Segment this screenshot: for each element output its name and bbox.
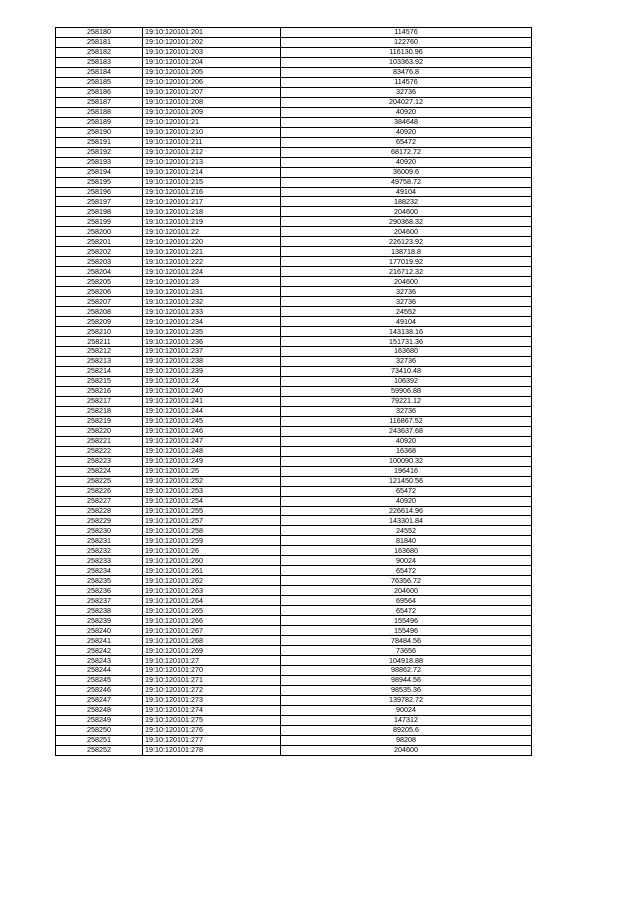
cadastral-number-cell: 19:10:120101:262	[143, 576, 281, 586]
table-row	[56, 556, 532, 566]
row-number-cell: 258189	[56, 117, 143, 127]
table-row	[56, 705, 532, 715]
cadastral-number-cell: 19:10:120101:217	[143, 197, 281, 207]
value-cell: 40920	[281, 496, 532, 506]
cadastral-number-cell: 19:10:120101:273	[143, 695, 281, 705]
cadastral-number-cell: 19:10:120101:238	[143, 356, 281, 366]
value-cell: 188232	[281, 197, 532, 207]
row-number-cell: 258192	[56, 147, 143, 157]
value-cell: 151731.36	[281, 337, 532, 347]
value-cell: 73656	[281, 646, 532, 656]
cadastral-number-cell: 19:10:120101:255	[143, 506, 281, 516]
table-row	[56, 87, 532, 97]
table-row	[56, 566, 532, 576]
value-cell: 114576	[281, 28, 532, 38]
value-cell: 147312	[281, 715, 532, 725]
table-row	[56, 406, 532, 416]
cadastral-number-cell: 19:10:120101:245	[143, 416, 281, 426]
value-cell: 204600	[281, 207, 532, 217]
value-cell: 90024	[281, 556, 532, 566]
row-number-cell: 258207	[56, 297, 143, 307]
cadastral-number-cell: 19:10:120101:263	[143, 586, 281, 596]
value-cell: 49104	[281, 317, 532, 327]
table-row	[56, 646, 532, 656]
cadastral-number-cell: 19:10:120101:21	[143, 117, 281, 127]
table-row	[56, 396, 532, 406]
row-number-cell: 258229	[56, 516, 143, 526]
table-row	[56, 97, 532, 107]
row-number-cell: 258251	[56, 735, 143, 745]
row-number-cell: 258181	[56, 37, 143, 47]
value-cell: 384648	[281, 117, 532, 127]
value-cell: 138718.8	[281, 247, 532, 257]
cadastral-number-cell: 19:10:120101:216	[143, 187, 281, 197]
table-row	[56, 675, 532, 685]
table-row	[56, 386, 532, 396]
value-cell: 89205.6	[281, 725, 532, 735]
table-row	[56, 546, 532, 556]
table-row	[56, 47, 532, 57]
row-number-cell: 258252	[56, 745, 143, 755]
row-number-cell: 258213	[56, 356, 143, 366]
row-number-cell: 258228	[56, 506, 143, 516]
value-cell: 98208	[281, 735, 532, 745]
table-row	[56, 725, 532, 735]
row-number-cell: 258202	[56, 247, 143, 257]
value-cell: 76356.72	[281, 576, 532, 586]
cadastral-number-cell: 19:10:120101:209	[143, 107, 281, 117]
row-number-cell: 258233	[56, 556, 143, 566]
cadastral-number-cell: 19:10:120101:252	[143, 476, 281, 486]
table-row	[56, 715, 532, 725]
cadastral-number-cell: 19:10:120101:253	[143, 486, 281, 496]
row-number-cell: 258208	[56, 307, 143, 317]
row-number-cell: 258196	[56, 187, 143, 197]
row-number-cell: 258215	[56, 376, 143, 386]
table-row	[56, 237, 532, 247]
table-row	[56, 107, 532, 117]
table-row	[56, 745, 532, 755]
table-row	[56, 695, 532, 705]
table-row	[56, 327, 532, 337]
row-number-cell: 258227	[56, 496, 143, 506]
cadastral-number-cell: 19:10:120101:274	[143, 705, 281, 715]
cadastral-number-cell: 19:10:120101:249	[143, 456, 281, 466]
cadastral-number-cell: 19:10:120101:272	[143, 685, 281, 695]
table-row	[56, 636, 532, 646]
table-row	[56, 366, 532, 376]
row-number-cell: 258203	[56, 257, 143, 267]
cadastral-number-cell: 19:10:120101:232	[143, 297, 281, 307]
cadastral-number-cell: 19:10:120101:247	[143, 436, 281, 446]
cadastral-number-cell: 19:10:120101:24	[143, 376, 281, 386]
row-number-cell: 258183	[56, 57, 143, 67]
value-cell: 49104	[281, 187, 532, 197]
table-row	[56, 586, 532, 596]
row-number-cell: 258244	[56, 666, 143, 676]
table-row	[56, 606, 532, 616]
value-cell: 81840	[281, 536, 532, 546]
cadastral-number-cell: 19:10:120101:224	[143, 267, 281, 277]
cadastral-number-cell: 19:10:120101:222	[143, 257, 281, 267]
table-row	[56, 347, 532, 357]
value-cell: 32736	[281, 287, 532, 297]
cadastral-number-cell: 19:10:120101:254	[143, 496, 281, 506]
value-cell: 290368.32	[281, 217, 532, 227]
value-cell: 204600	[281, 745, 532, 755]
value-cell: 32736	[281, 406, 532, 416]
cadastral-number-cell: 19:10:120101:231	[143, 287, 281, 297]
table-row	[56, 187, 532, 197]
row-number-cell: 258211	[56, 337, 143, 347]
table-row	[56, 666, 532, 676]
value-cell: 90024	[281, 705, 532, 715]
table-row	[56, 486, 532, 496]
cadastral-number-cell: 19:10:120101:26	[143, 546, 281, 556]
table-row	[56, 57, 532, 67]
value-cell: 155496	[281, 616, 532, 626]
value-cell: 155496	[281, 626, 532, 636]
value-cell: 98535.36	[281, 685, 532, 695]
row-number-cell: 258190	[56, 127, 143, 137]
cadastral-number-cell: 19:10:120101:208	[143, 97, 281, 107]
row-number-cell: 258217	[56, 396, 143, 406]
value-cell: 114576	[281, 77, 532, 87]
row-number-cell: 258199	[56, 217, 143, 227]
table-row	[56, 466, 532, 476]
row-number-cell: 258197	[56, 197, 143, 207]
table-row	[56, 77, 532, 87]
value-cell: 204600	[281, 227, 532, 237]
value-cell: 40920	[281, 107, 532, 117]
cadastral-number-cell: 19:10:120101:236	[143, 337, 281, 347]
table-row	[56, 287, 532, 297]
value-cell: 69564	[281, 596, 532, 606]
cadastral-number-cell: 19:10:120101:266	[143, 616, 281, 626]
value-cell: 65472	[281, 137, 532, 147]
row-number-cell: 258226	[56, 486, 143, 496]
row-number-cell: 258220	[56, 426, 143, 436]
table-row	[56, 596, 532, 606]
table-row	[56, 267, 532, 277]
cadastral-number-cell: 19:10:120101:218	[143, 207, 281, 217]
cadastral-number-cell: 19:10:120101:202	[143, 37, 281, 47]
value-cell: 32736	[281, 356, 532, 366]
cadastral-number-cell: 19:10:120101:201	[143, 28, 281, 38]
value-cell: 59906.88	[281, 386, 532, 396]
value-cell: 40920	[281, 157, 532, 167]
row-number-cell: 258200	[56, 227, 143, 237]
value-cell: 32736	[281, 87, 532, 97]
row-number-cell: 258205	[56, 277, 143, 287]
value-cell: 121450.56	[281, 476, 532, 486]
table-row	[56, 446, 532, 456]
cadastral-number-cell: 19:10:120101:264	[143, 596, 281, 606]
cadastral-number-cell: 19:10:120101:267	[143, 626, 281, 636]
row-number-cell: 258231	[56, 536, 143, 546]
cadastral-number-cell: 19:10:120101:246	[143, 426, 281, 436]
cadastral-number-cell: 19:10:120101:275	[143, 715, 281, 725]
row-number-cell: 258239	[56, 616, 143, 626]
cadastral-number-cell: 19:10:120101:210	[143, 127, 281, 137]
value-cell: 204600	[281, 586, 532, 596]
cadastral-number-cell: 19:10:120101:211	[143, 137, 281, 147]
value-cell: 83476.8	[281, 67, 532, 77]
table-row	[56, 117, 532, 127]
row-number-cell: 258186	[56, 87, 143, 97]
row-number-cell: 258248	[56, 705, 143, 715]
row-number-cell: 258209	[56, 317, 143, 327]
table-row	[56, 456, 532, 466]
cadastral-number-cell: 19:10:120101:258	[143, 526, 281, 536]
row-number-cell: 258201	[56, 237, 143, 247]
cadastral-number-cell: 19:10:120101:240	[143, 386, 281, 396]
value-cell: 204027.12	[281, 97, 532, 107]
value-cell: 196416	[281, 466, 532, 476]
table-row	[56, 257, 532, 267]
cadastral-number-cell: 19:10:120101:239	[143, 366, 281, 376]
cadastral-number-cell: 19:10:120101:207	[143, 87, 281, 97]
row-number-cell: 258232	[56, 546, 143, 556]
cadastral-number-cell: 19:10:120101:259	[143, 536, 281, 546]
row-number-cell: 258246	[56, 685, 143, 695]
value-cell: 16368	[281, 446, 532, 456]
value-cell: 65472	[281, 566, 532, 576]
table-row	[56, 307, 532, 317]
row-number-cell: 258187	[56, 97, 143, 107]
value-cell: 65472	[281, 486, 532, 496]
value-cell: 226123.92	[281, 237, 532, 247]
cadastral-number-cell: 19:10:120101:25	[143, 466, 281, 476]
value-cell: 32736	[281, 297, 532, 307]
row-number-cell: 258185	[56, 77, 143, 87]
row-number-cell: 258224	[56, 466, 143, 476]
row-number-cell: 258249	[56, 715, 143, 725]
cadastral-number-cell: 19:10:120101:214	[143, 167, 281, 177]
cadastral-number-cell: 19:10:120101:257	[143, 516, 281, 526]
cadastral-number-cell: 19:10:120101:235	[143, 327, 281, 337]
value-cell: 226614.96	[281, 506, 532, 516]
table-row	[56, 247, 532, 257]
value-cell: 163680	[281, 347, 532, 357]
value-cell: 122760	[281, 37, 532, 47]
row-number-cell: 258212	[56, 347, 143, 357]
value-cell: 116867.52	[281, 416, 532, 426]
cadastral-number-cell: 19:10:120101:271	[143, 675, 281, 685]
value-cell: 24552	[281, 526, 532, 536]
value-cell: 243637.68	[281, 426, 532, 436]
row-number-cell: 258194	[56, 167, 143, 177]
cadastral-number-cell: 19:10:120101:205	[143, 67, 281, 77]
value-cell: 104918.88	[281, 656, 532, 666]
value-cell: 103363.92	[281, 57, 532, 67]
table-row	[56, 277, 532, 287]
row-number-cell: 258204	[56, 267, 143, 277]
table-row	[56, 436, 532, 446]
row-number-cell: 258241	[56, 636, 143, 646]
row-number-cell: 258234	[56, 566, 143, 576]
table-row	[56, 207, 532, 217]
table-row	[56, 177, 532, 187]
cadastral-number-cell: 19:10:120101:261	[143, 566, 281, 576]
value-cell: 177019.92	[281, 257, 532, 267]
value-cell: 40920	[281, 436, 532, 446]
cadastral-number-cell: 19:10:120101:22	[143, 227, 281, 237]
row-number-cell: 258188	[56, 107, 143, 117]
row-number-cell: 258221	[56, 436, 143, 446]
table-row	[56, 217, 532, 227]
row-number-cell: 258180	[56, 28, 143, 38]
cadastral-number-cell: 19:10:120101:237	[143, 347, 281, 357]
data-table	[55, 27, 532, 756]
row-number-cell: 258210	[56, 327, 143, 337]
table-row	[56, 356, 532, 366]
row-number-cell: 258250	[56, 725, 143, 735]
value-cell: 40920	[281, 127, 532, 137]
table-row	[56, 506, 532, 516]
cadastral-number-cell: 19:10:120101:215	[143, 177, 281, 187]
table-row	[56, 197, 532, 207]
cadastral-number-cell: 19:10:120101:213	[143, 157, 281, 167]
row-number-cell: 258237	[56, 596, 143, 606]
data-table-body	[56, 28, 532, 756]
row-number-cell: 258191	[56, 137, 143, 147]
row-number-cell: 258240	[56, 626, 143, 636]
table-row	[56, 297, 532, 307]
cadastral-number-cell: 19:10:120101:276	[143, 725, 281, 735]
value-cell: 49758.72	[281, 177, 532, 187]
table-row	[56, 127, 532, 137]
cadastral-number-cell: 19:10:120101:270	[143, 666, 281, 676]
table-row	[56, 317, 532, 327]
table-row	[56, 476, 532, 486]
table-row	[56, 227, 532, 237]
value-cell: 204600	[281, 277, 532, 287]
table-row	[56, 416, 532, 426]
row-number-cell: 258223	[56, 456, 143, 466]
cadastral-number-cell: 19:10:120101:233	[143, 307, 281, 317]
cadastral-number-cell: 19:10:120101:277	[143, 735, 281, 745]
table-row	[56, 685, 532, 695]
cadastral-number-cell: 19:10:120101:248	[143, 446, 281, 456]
row-number-cell: 258193	[56, 157, 143, 167]
cadastral-number-cell: 19:10:120101:260	[143, 556, 281, 566]
row-number-cell: 258222	[56, 446, 143, 456]
value-cell: 116130.96	[281, 47, 532, 57]
row-number-cell: 258184	[56, 67, 143, 77]
value-cell: 36009.6	[281, 167, 532, 177]
cadastral-number-cell: 19:10:120101:23	[143, 277, 281, 287]
value-cell: 143138.16	[281, 327, 532, 337]
row-number-cell: 258182	[56, 47, 143, 57]
value-cell: 73410.48	[281, 366, 532, 376]
cadastral-number-cell: 19:10:120101:241	[143, 396, 281, 406]
table-row	[56, 516, 532, 526]
value-cell: 163680	[281, 546, 532, 556]
table-row	[56, 157, 532, 167]
row-number-cell: 258230	[56, 526, 143, 536]
table-row	[56, 67, 532, 77]
cadastral-number-cell: 19:10:120101:265	[143, 606, 281, 616]
table-row	[56, 626, 532, 636]
table-row	[56, 735, 532, 745]
value-cell: 78484.56	[281, 636, 532, 646]
cadastral-number-cell: 19:10:120101:234	[143, 317, 281, 327]
table-row	[56, 616, 532, 626]
row-number-cell: 258242	[56, 646, 143, 656]
table-row	[56, 28, 532, 38]
value-cell: 68172.72	[281, 147, 532, 157]
table-row	[56, 496, 532, 506]
row-number-cell: 258243	[56, 656, 143, 666]
cadastral-number-cell: 19:10:120101:278	[143, 745, 281, 755]
value-cell: 139782.72	[281, 695, 532, 705]
row-number-cell: 258245	[56, 675, 143, 685]
value-cell: 100090.32	[281, 456, 532, 466]
table-row	[56, 536, 532, 546]
cadastral-number-cell: 19:10:120101:219	[143, 217, 281, 227]
table-row	[56, 526, 532, 536]
cadastral-number-cell: 19:10:120101:27	[143, 656, 281, 666]
row-number-cell: 258247	[56, 695, 143, 705]
table-row	[56, 656, 532, 666]
cadastral-number-cell: 19:10:120101:220	[143, 237, 281, 247]
row-number-cell: 258198	[56, 207, 143, 217]
row-number-cell: 258225	[56, 476, 143, 486]
row-number-cell: 258219	[56, 416, 143, 426]
cadastral-number-cell: 19:10:120101:212	[143, 147, 281, 157]
cadastral-number-cell: 19:10:120101:203	[143, 47, 281, 57]
value-cell: 98862.72	[281, 666, 532, 676]
value-cell: 216712.32	[281, 267, 532, 277]
cadastral-number-cell: 19:10:120101:204	[143, 57, 281, 67]
cadastral-number-cell: 19:10:120101:244	[143, 406, 281, 416]
value-cell: 143301.84	[281, 516, 532, 526]
cadastral-number-cell: 19:10:120101:268	[143, 636, 281, 646]
value-cell: 65472	[281, 606, 532, 616]
row-number-cell: 258236	[56, 586, 143, 596]
table-row	[56, 376, 532, 386]
row-number-cell: 258195	[56, 177, 143, 187]
cadastral-number-cell: 19:10:120101:221	[143, 247, 281, 257]
row-number-cell: 258214	[56, 366, 143, 376]
cadastral-number-cell: 19:10:120101:269	[143, 646, 281, 656]
row-number-cell: 258238	[56, 606, 143, 616]
row-number-cell: 258216	[56, 386, 143, 396]
row-number-cell: 258235	[56, 576, 143, 586]
table-row	[56, 426, 532, 436]
table-row	[56, 137, 532, 147]
table-row	[56, 576, 532, 586]
row-number-cell: 258206	[56, 287, 143, 297]
table-row	[56, 167, 532, 177]
row-number-cell: 258218	[56, 406, 143, 416]
value-cell: 98944.56	[281, 675, 532, 685]
table-row	[56, 147, 532, 157]
value-cell: 106392	[281, 376, 532, 386]
table-row	[56, 37, 532, 47]
cadastral-number-cell: 19:10:120101:206	[143, 77, 281, 87]
value-cell: 79221.12	[281, 396, 532, 406]
table-row	[56, 337, 532, 347]
value-cell: 24552	[281, 307, 532, 317]
